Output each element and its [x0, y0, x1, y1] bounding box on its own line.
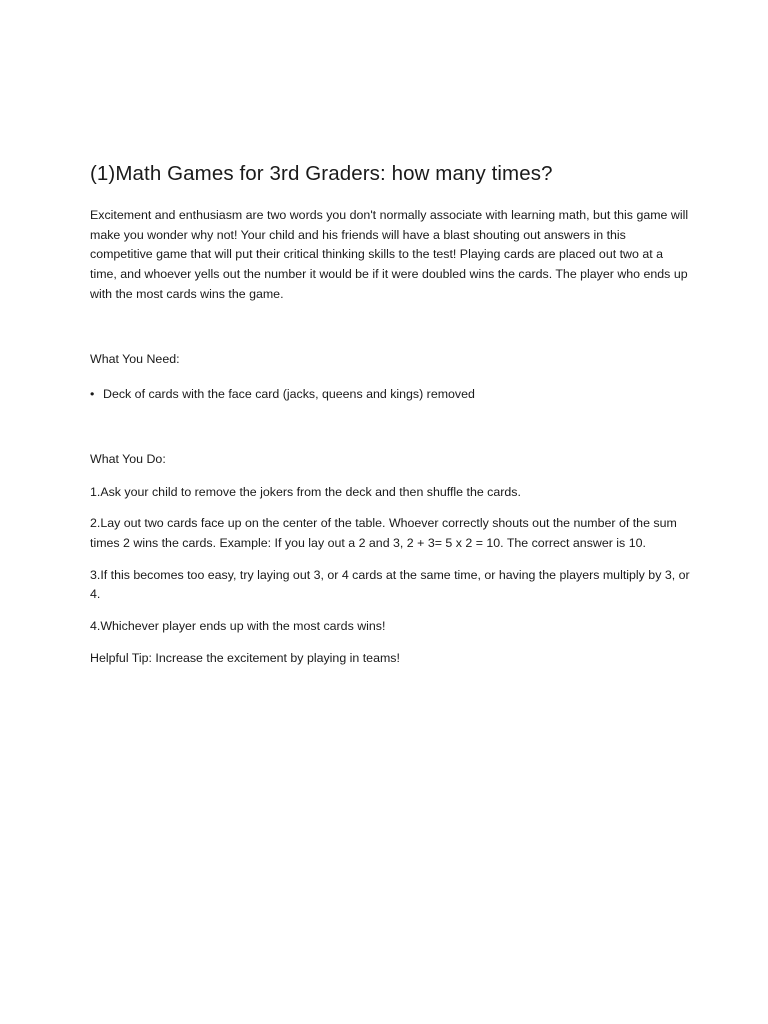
step-1: 1.Ask your child to remove the jokers from the deck and then shuffle the cards. [90, 484, 521, 499]
step-4: 4.Whichever player ends up with the most cards wins! [90, 619, 386, 634]
helpful-tip: Helpful Tip: Increase the excitement by playing in teams! [90, 650, 400, 665]
step-3: 3.If this becomes too easy, try laying out 3, or 4 cards at the same time, or having the players multiply by 3, or 4. [90, 567, 690, 602]
list-item [90, 385, 690, 405]
bullet-icon: • [90, 387, 95, 402]
document-title: (1)Math Games for 3rd Graders: how many times? [90, 162, 553, 185]
intro-paragraph: Excitement and enthusiasm are two words you don't normally associate with learning math, but this game will make you wonder why not! Your child and his friends will have a blast shouting out answers in this competitive game that will put their critical thinking skills to the test! Playing cards are placed out two at a time, and whoever yells out the number it would be if it were doubled wins the cards. The player who ends up with the most cards wins the game. [90, 208, 689, 301]
step-2: 2.Lay out two cards face up on the center of the table. Whoever correctly shouts out the number of the sum times 2 wins the cards. Example: If you lay out a 2 and 3, 2 + 3= 5 x 2 = 10. The correct answer is 10. [90, 516, 677, 551]
document-content [90, 160, 690, 669]
what-you-do-heading: What You Do: [90, 451, 166, 466]
what-you-need-list [90, 385, 690, 405]
list-item-text: Deck of cards with the face card (jacks, queens and kings) removed [103, 387, 475, 402]
what-you-need-heading: What You Need: [90, 351, 180, 366]
